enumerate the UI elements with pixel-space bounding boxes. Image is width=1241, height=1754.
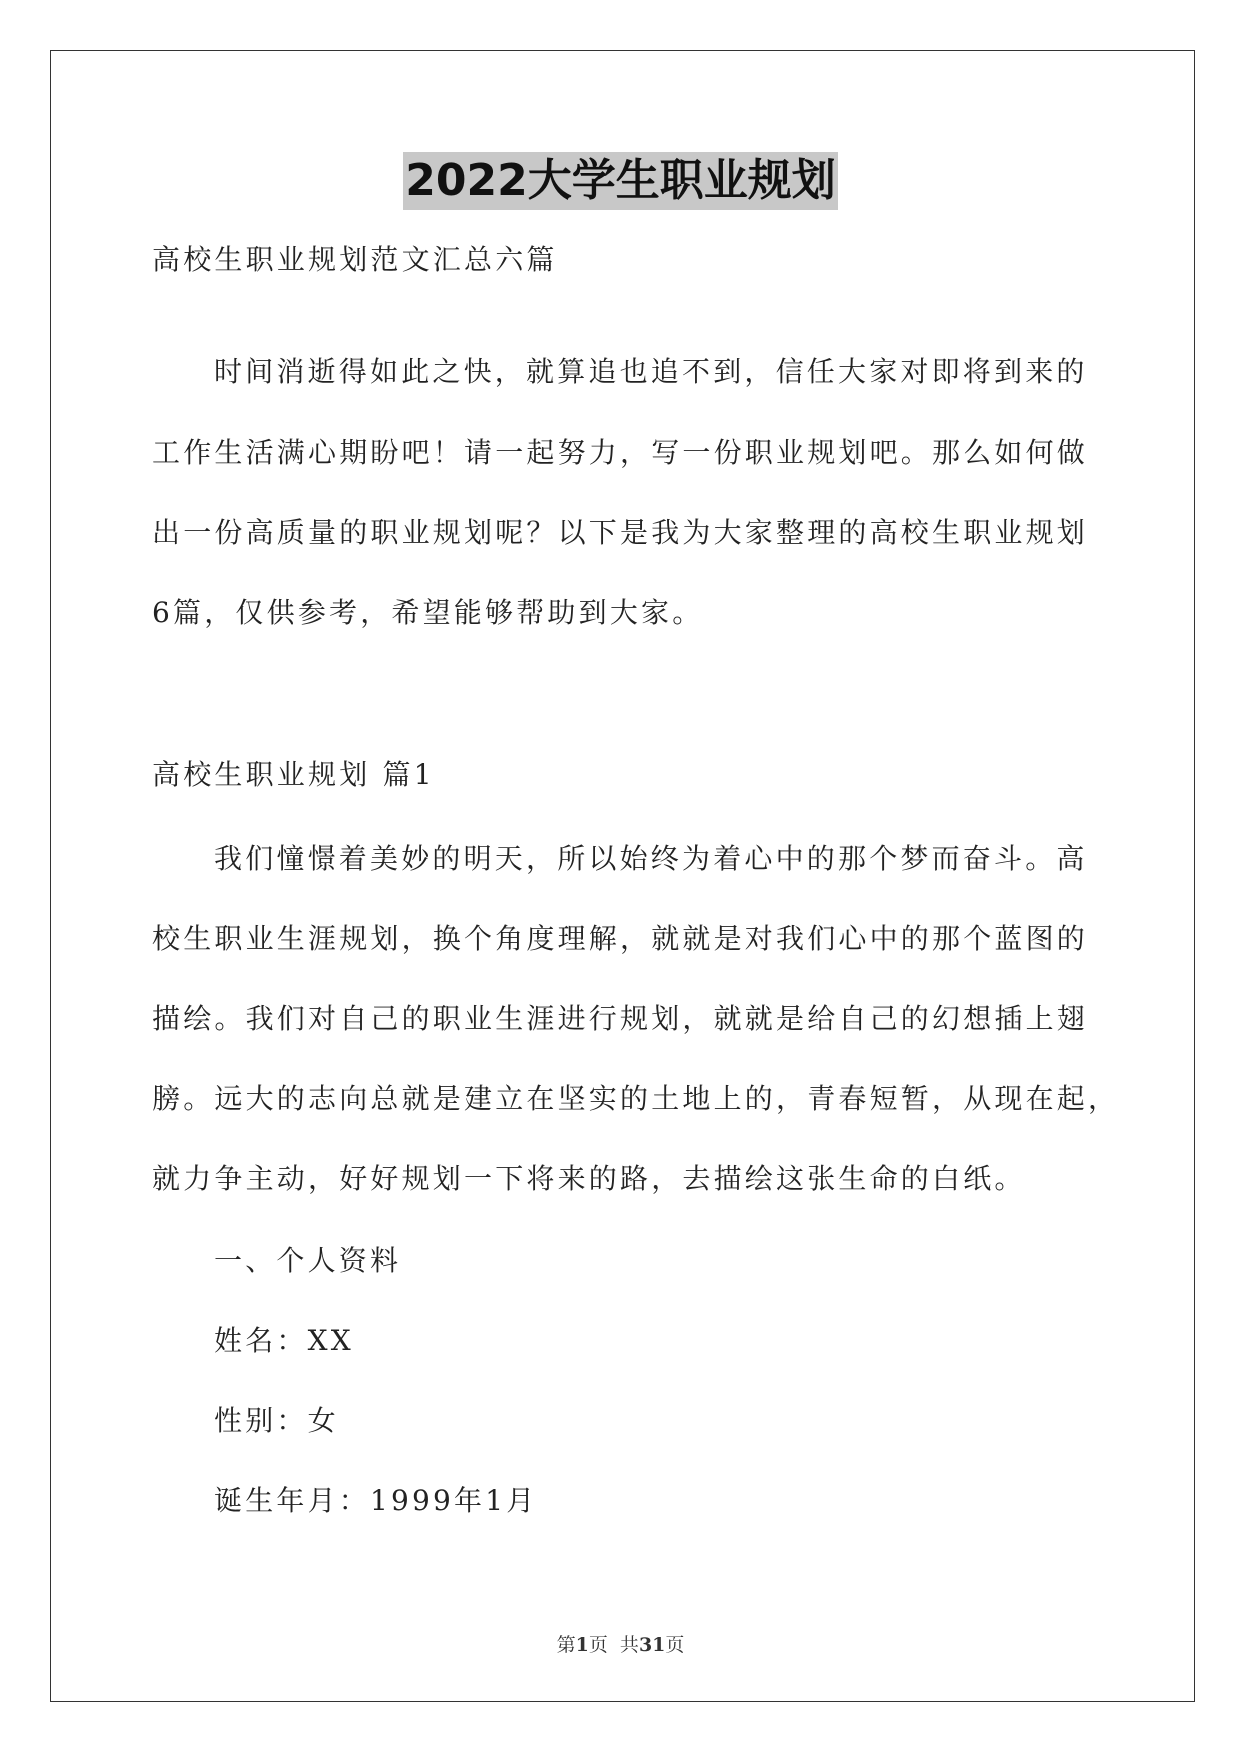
title-container xyxy=(0,152,1241,210)
body-line: 我们憧憬着美妙的明天，所以始终为着心中的那个梦而奋斗。高 xyxy=(214,842,1088,875)
document-subtitle: 高校生职业规划范文汇总六篇 xyxy=(152,243,558,276)
body-line: 校生职业生涯规划，换个角度理解，就就是对我们心中的那个蓝图的 xyxy=(152,922,1089,955)
footer-total-pages: 31 xyxy=(638,1634,666,1656)
profile-heading: 一、个人资料 xyxy=(214,1244,402,1277)
profile-item: 诞生年月：1999年1月 xyxy=(214,1484,538,1517)
footer-page-suffix: 页 xyxy=(665,1634,685,1656)
intro-line: 时间消逝得如此之快，就算追也追不到，信任大家对即将到来的 xyxy=(214,355,1088,388)
body-line: 就力争主动，好好规划一下将来的路，去描绘这张生命的白纸。 xyxy=(152,1162,1026,1195)
profile-item: 姓名：XX xyxy=(214,1324,354,1357)
section-heading: 高校生职业规划 篇1 xyxy=(152,758,435,791)
body-line: 膀。远大的志向总就是建立在坚实的土地上的，青春短暂，从现在起， xyxy=(152,1082,1120,1115)
profile-item: 性别：女 xyxy=(214,1404,339,1437)
footer-page-prefix: 第 xyxy=(556,1634,576,1656)
footer-page-mid: 页 共 xyxy=(588,1634,639,1656)
document-title: 2022大学生职业规划 xyxy=(403,152,837,210)
intro-line: 工作生活满心期盼吧！请一起努力，写一份职业规划吧。那么如何做 xyxy=(152,436,1089,469)
footer-page-number: 1 xyxy=(575,1634,589,1656)
body-line: 描绘。我们对自己的职业生涯进行规划，就就是给自己的幻想插上翅 xyxy=(152,1002,1089,1035)
intro-line: 出一份高质量的职业规划呢？以下是我为大家整理的高校生职业规划 xyxy=(152,516,1089,549)
intro-line: 6篇，仅供参考，希望能够帮助到大家。 xyxy=(152,596,704,629)
page-footer xyxy=(0,1630,1241,1657)
